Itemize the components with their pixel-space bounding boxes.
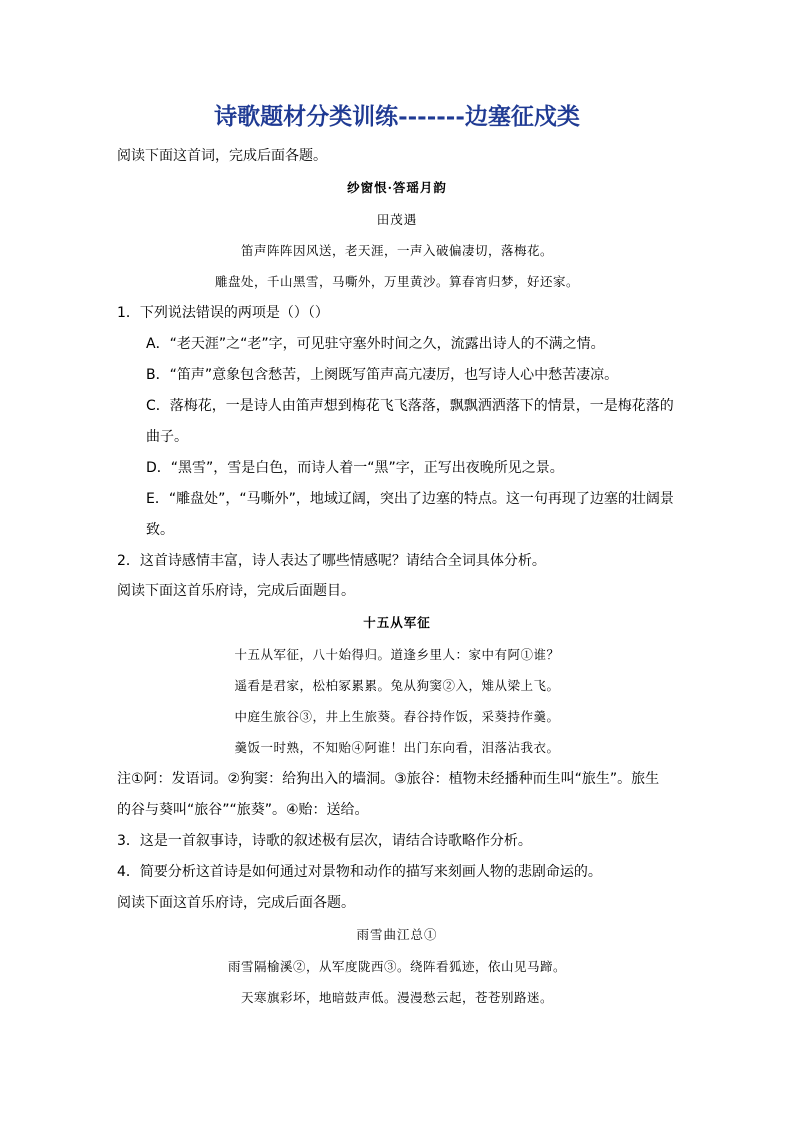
poem3-title: 雨雪曲江总①	[356, 927, 438, 942]
question-3: 3．这是一首叙事诗，诗歌的叙述极有层次，请结合诗歌略作分析。	[117, 833, 532, 849]
question-1-stem: 1．下列说法错误的两项是（）（）	[117, 305, 329, 321]
poem2-title: 十五从军征	[363, 615, 431, 630]
poem2-notes-cont: 的谷与葵叫“旅谷”“旅葵”。④贻：送给。	[117, 802, 369, 818]
poem2-line-1: 十五从军征，八十始得归。道逢乡里人：家中有阿①谁？	[234, 647, 560, 662]
question-1-option-a: A．“老天涯”之“老”字，可见驻守塞外时间之久，流露出诗人的不满之情。	[146, 336, 605, 352]
poem3-line-2: 天寒旗彩坏，地暗鼓声低。漫漫愁云起，苍苍别路迷。	[240, 990, 553, 1005]
question-1-option-e-cont: 致。	[146, 522, 174, 538]
question-1-option-b: B．“笛声”意象包含愁苦，上阕既写笛声高亢凄厉，也写诗人心中愁苦凄凉。	[146, 367, 619, 383]
poem1-title: 纱窗恨·答瑶月韵	[347, 180, 447, 195]
poem2-line-4: 羹饭一时熟，不知贻④阿谁！出门东向看，泪落沾我衣。	[234, 740, 560, 755]
question-1-option-c-cont: 曲子。	[146, 429, 188, 445]
poem2-line-2: 遥看是君家，松柏冢累累。兔从狗窦②入，雉从梁上飞。	[234, 678, 560, 693]
page-title: 诗歌题材分类训练-------边塞征戍类	[214, 103, 580, 130]
question-1-option-c: C．落梅花，一是诗人由笛声想到梅花飞飞落落，飘飘洒洒落下的情景，一是梅花落的	[146, 398, 674, 414]
reading-instruction-2: 阅读下面这首乐府诗，完成后面题目。	[117, 583, 355, 599]
poem2-line-3: 中庭生旅谷③，井上生旅葵。舂谷持作饭，采葵持作羹。	[234, 709, 560, 724]
reading-instruction-3: 阅读下面这首乐府诗，完成后面各题。	[117, 895, 355, 911]
poem1-line-1: 笛声阵阵因风送，老天涯，一声入破偏凄切，落梅花。	[240, 243, 553, 258]
poem2-notes: 注①阿：发语词。②狗窦：给狗出入的墙洞。③旅谷：植物未经播种而生叫“旅生”。旅生	[117, 771, 660, 787]
reading-instruction-1: 阅读下面这首词，完成后面各题。	[117, 148, 327, 164]
poem1-author: 田茂遇	[376, 212, 418, 227]
question-2: 2．这首诗感情丰富，诗人表达了哪些情感呢？请结合全词具体分析。	[117, 553, 546, 569]
poem3-line-1: 雨雪隔榆溪②，从军度陇西③。绕阵看狐迹，依山见马蹄。	[227, 959, 566, 974]
question-1-option-d: D．“黑雪”，雪是白色，而诗人着一“黑”字，正写出夜晚所见之景。	[146, 460, 564, 476]
question-4: 4．简要分析这首诗是如何通过对景物和动作的描写来刻画人物的悲剧命运的。	[117, 864, 602, 880]
question-1-option-e: E．“雕盘处”，“马嘶外”，地域辽阔，突出了边塞的特点。这一句再现了边塞的壮阔景	[146, 491, 674, 507]
poem1-line-2: 雕盘处，千山黑雪，马嘶外，万里黄沙。算春宵归梦，好还家。	[214, 274, 579, 289]
